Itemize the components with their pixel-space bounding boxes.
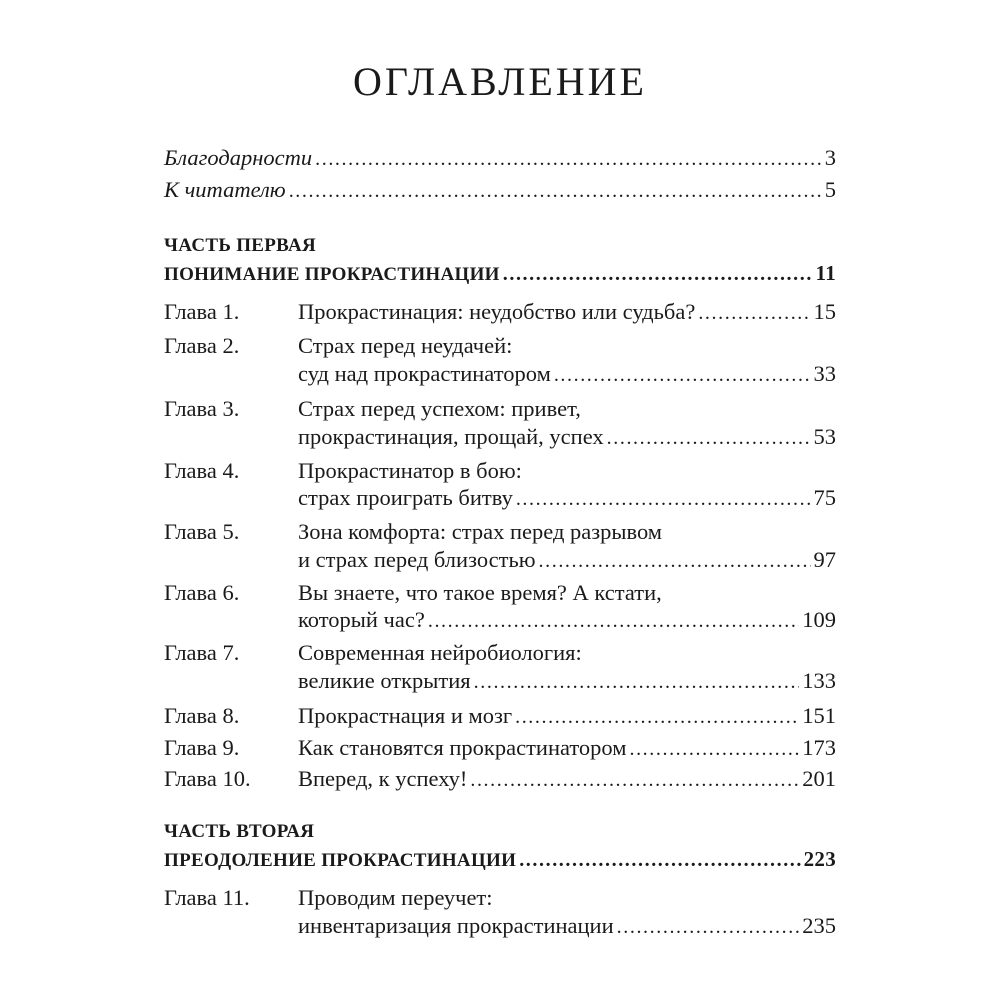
toc-entry-to-reader[interactable]	[164, 175, 836, 206]
chapter-label: Глава 3.	[164, 396, 240, 421]
entry-page: 173	[802, 735, 836, 760]
dot-leader	[289, 176, 822, 206]
dot-leader	[698, 298, 810, 328]
chapter-title-line2: который час?	[298, 607, 425, 632]
toc-entry-chapter-4[interactable]	[298, 483, 836, 514]
dot-leader	[607, 423, 811, 453]
toc-entry-part-two[interactable]	[164, 844, 836, 876]
dot-leader	[629, 734, 799, 764]
entry-page: 109	[802, 607, 836, 632]
chapter-title-line2: суд над прокрастинатором	[298, 361, 551, 386]
chapter-title-line2: страх проиграть битву	[298, 485, 513, 510]
entry-page: 11	[815, 261, 836, 285]
dot-leader	[470, 765, 799, 795]
dot-leader	[516, 484, 811, 514]
chapter-title-line2: великие открытия	[298, 668, 471, 693]
chapter-title-line2: инвентаризация прокрастинации	[298, 913, 614, 938]
chapter-title: Вперед, к успеху!	[298, 766, 468, 791]
entry-page: 97	[813, 547, 836, 572]
toc-entry-chapter-1[interactable]	[298, 297, 836, 328]
entry-page: 201	[802, 766, 836, 791]
entry-page: 235	[802, 913, 836, 938]
chapter-title-line1: Страх перед успехом: привет,	[298, 396, 581, 421]
entry-page: 151	[802, 703, 836, 728]
part-one-label: ЧАСТЬ ПЕРВАЯ	[164, 235, 317, 256]
chapter-label: Глава 11.	[164, 885, 250, 910]
dot-leader	[617, 912, 800, 942]
toc-entry-acknowledgements[interactable]	[164, 143, 836, 174]
toc-entry-chapter-2[interactable]	[298, 359, 836, 390]
toc-entry-chapter-7[interactable]	[298, 666, 836, 697]
dot-leader	[515, 702, 799, 732]
entry-page: 133	[802, 668, 836, 693]
chapter-label: Глава 5.	[164, 519, 240, 544]
entry-page: 75	[813, 485, 836, 510]
entry-page: 5	[824, 177, 836, 202]
toc-entry-chapter-3[interactable]	[298, 422, 836, 453]
toc-entry-chapter-11[interactable]	[298, 911, 836, 942]
dot-leader	[428, 606, 799, 636]
chapter-title-line2: и страх перед близостью	[298, 547, 536, 572]
chapter-label: Глава 4.	[164, 458, 240, 483]
entry-page: 33	[813, 361, 836, 386]
chapter-title-line2: прокрастинация, прощай, успех	[298, 424, 604, 449]
part-title: ПРЕОДОЛЕНИЕ ПРОКРАСТИНАЦИИ	[164, 850, 517, 871]
chapter-label: Глава 9.	[164, 735, 240, 760]
chapter-label: Глава 1.	[164, 299, 240, 324]
toc-entry-chapter-9[interactable]	[298, 733, 836, 764]
dot-leader	[503, 259, 813, 289]
chapter-title: Прокрастинация: неудобство или судьба?	[298, 299, 696, 324]
chapter-title-line1: Вы знаете, что такое время? А кстати,	[298, 580, 662, 605]
part-title: ПОНИМАНИЕ ПРОКРАСТИНАЦИИ	[164, 264, 500, 285]
toc-entry-part-one[interactable]	[164, 258, 836, 290]
chapter-title-line1: Современная нейробиология:	[298, 640, 582, 665]
chapter-label: Глава 8.	[164, 703, 240, 728]
chapter-title: Как становятся прокрастинатором	[298, 735, 627, 760]
entry-page: 53	[813, 424, 836, 449]
dot-leader	[554, 360, 811, 390]
entry-page: 3	[824, 145, 836, 170]
toc-entry-chapter-6[interactable]	[298, 605, 836, 636]
chapter-title-line1: Прокрастинатор в бою:	[298, 458, 522, 483]
entry-title: Благодарности	[164, 145, 313, 170]
dot-leader	[539, 546, 811, 576]
part-two-label: ЧАСТЬ ВТОРАЯ	[164, 821, 315, 842]
toc-heading: ОГЛАВЛЕНИЕ	[353, 59, 647, 104]
chapter-title-line1: Страх перед неудачей:	[298, 333, 513, 358]
chapter-label: Глава 10.	[164, 766, 251, 791]
toc-entry-chapter-10[interactable]	[298, 764, 836, 795]
chapter-label: Глава 6.	[164, 580, 240, 605]
chapter-title: Прокрастнация и мозг	[298, 703, 513, 728]
chapter-title-line1: Проводим переучет:	[298, 885, 493, 910]
chapter-label: Глава 7.	[164, 640, 240, 665]
entry-page: 223	[803, 847, 836, 871]
toc-entry-chapter-5[interactable]	[298, 545, 836, 576]
entry-page: 15	[813, 299, 836, 324]
toc-entry-chapter-8[interactable]	[298, 701, 836, 732]
chapter-title-line1: Зона комфорта: страх перед разрывом	[298, 519, 663, 544]
dot-leader	[474, 667, 800, 697]
dot-leader	[519, 845, 800, 875]
dot-leader	[315, 144, 822, 174]
entry-title: К читателю	[164, 177, 286, 202]
chapter-label: Глава 2.	[164, 333, 240, 358]
